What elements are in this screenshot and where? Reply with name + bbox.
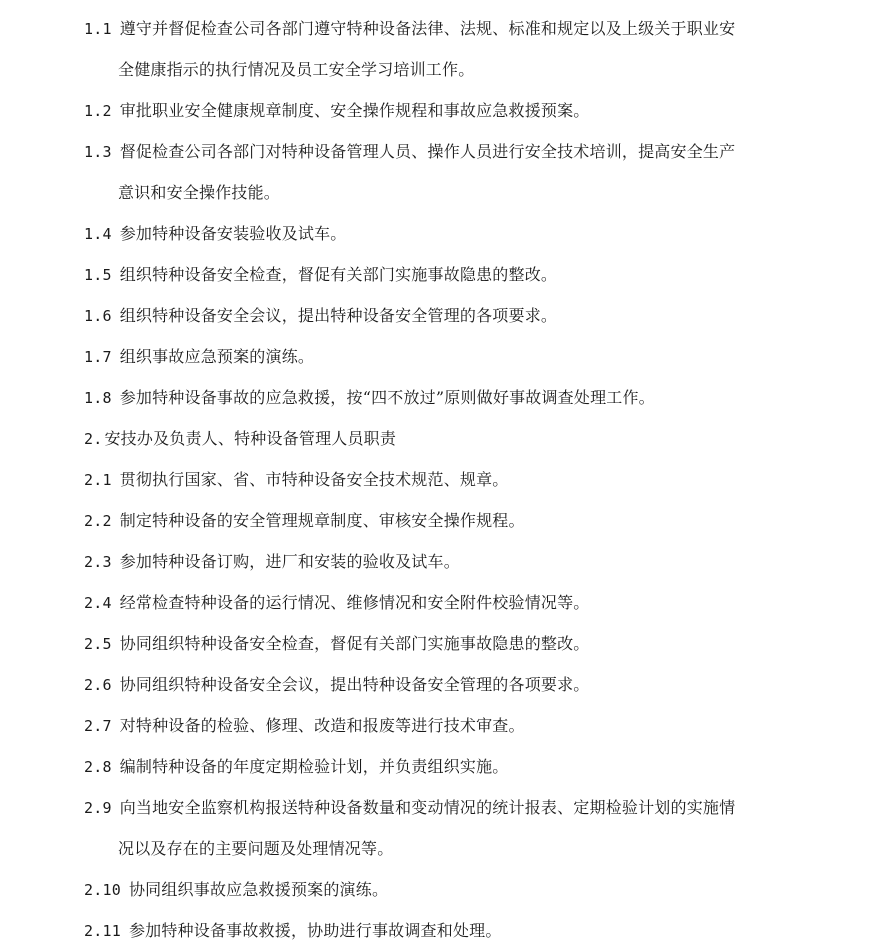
item-number: 2.8 bbox=[84, 758, 112, 776]
item-text: 遵守并督促检查公司各部门遵守特种设备法律、法规、标准和规定以及上级关于职业安 bbox=[119, 19, 736, 38]
item-text: 对特种设备的检验、修理、改造和报废等进行技术审查。 bbox=[119, 716, 525, 735]
list-item bbox=[84, 306, 557, 326]
item-text: 组织事故应急预案的演练。 bbox=[119, 347, 315, 366]
item-text: 协同组织特种设备安全会议，提出特种设备安全管理的各项要求。 bbox=[119, 675, 590, 694]
item-text: 参加特种设备事故救援，协助进行事故调查和处理。 bbox=[128, 921, 502, 940]
section-title: 安技办及负责人、特种设备管理人员职责 bbox=[104, 429, 397, 448]
list-item bbox=[84, 716, 525, 736]
item-number: 1.7 bbox=[84, 348, 112, 366]
section-number: 2. bbox=[84, 430, 103, 448]
item-number: 2.4 bbox=[84, 594, 112, 612]
list-item bbox=[84, 142, 735, 162]
item-number: 1.4 bbox=[84, 225, 112, 243]
list-item bbox=[84, 347, 314, 367]
list-item bbox=[84, 552, 460, 572]
item-text: 制定特种设备的安全管理规章制度、审核安全操作规程。 bbox=[119, 511, 525, 530]
item-number: 1.5 bbox=[84, 266, 112, 284]
item-number: 2.2 bbox=[84, 512, 112, 530]
item-number: 1.6 bbox=[84, 307, 112, 325]
item-number: 1.8 bbox=[84, 389, 112, 407]
list-item bbox=[84, 675, 590, 695]
list-item bbox=[84, 798, 735, 818]
section-heading bbox=[84, 429, 396, 449]
list-item-continuation bbox=[118, 839, 393, 859]
item-text: 督促检查公司各部门对特种设备管理人员、操作人员进行安全技术培训，提高安全生产 bbox=[119, 142, 736, 161]
list-item bbox=[84, 265, 557, 285]
item-text: 组织特种设备安全会议，提出特种设备安全管理的各项要求。 bbox=[119, 306, 558, 325]
list-item bbox=[84, 511, 525, 531]
list-item bbox=[84, 101, 590, 121]
list-item-continuation bbox=[118, 60, 474, 80]
item-text: 组织特种设备安全检查，督促有关部门实施事故隐患的整改。 bbox=[119, 265, 558, 284]
item-text: 协同组织事故应急救援预案的演练。 bbox=[128, 880, 389, 899]
item-text: 审批职业安全健康规章制度、安全操作规程和事故应急救援预案。 bbox=[119, 101, 590, 120]
item-text: 全健康指示的执行情况及员工安全学习培训工作。 bbox=[118, 60, 475, 79]
item-number: 2.11 bbox=[84, 922, 121, 940]
item-text: 向当地安全监察机构报送特种设备数量和变动情况的统计报表、定期检验计划的实施情 bbox=[119, 798, 736, 817]
item-text: 意识和安全操作技能。 bbox=[118, 183, 281, 202]
list-item bbox=[84, 757, 509, 777]
item-number: 1.3 bbox=[84, 143, 112, 161]
list-item bbox=[84, 19, 735, 39]
item-number: 1.2 bbox=[84, 102, 112, 120]
item-number: 2.1 bbox=[84, 471, 112, 489]
item-number: 1.1 bbox=[84, 20, 112, 38]
item-text: 参加特种设备订购，进厂和安装的验收及试车。 bbox=[119, 552, 460, 571]
list-item bbox=[84, 470, 509, 490]
item-number: 2.3 bbox=[84, 553, 112, 571]
list-item-continuation bbox=[118, 183, 280, 203]
list-item bbox=[84, 224, 347, 244]
item-number: 2.9 bbox=[84, 799, 112, 817]
item-text: 况以及存在的主要问题及处理情况等。 bbox=[118, 839, 394, 858]
list-item bbox=[84, 921, 502, 941]
item-number: 2.6 bbox=[84, 676, 112, 694]
item-number: 2.7 bbox=[84, 717, 112, 735]
item-number: 2.10 bbox=[84, 881, 121, 899]
item-text: 经常检查特种设备的运行情况、维修情况和安全附件校验情况等。 bbox=[119, 593, 590, 612]
item-text: 参加特种设备事故的应急救援，按“四不放过”原则做好事故调查处理工作。 bbox=[119, 388, 655, 407]
list-item bbox=[84, 634, 590, 654]
item-text: 编制特种设备的年度定期检验计划，并负责组织实施。 bbox=[119, 757, 509, 776]
list-item bbox=[84, 880, 388, 900]
list-item bbox=[84, 593, 590, 613]
list-item bbox=[84, 388, 655, 408]
item-text: 协同组织特种设备安全检查，督促有关部门实施事故隐患的整改。 bbox=[119, 634, 590, 653]
item-text: 贯彻执行国家、省、市特种设备安全技术规范、规章。 bbox=[119, 470, 509, 489]
item-text: 参加特种设备安装验收及试车。 bbox=[119, 224, 347, 243]
item-number: 2.5 bbox=[84, 635, 112, 653]
